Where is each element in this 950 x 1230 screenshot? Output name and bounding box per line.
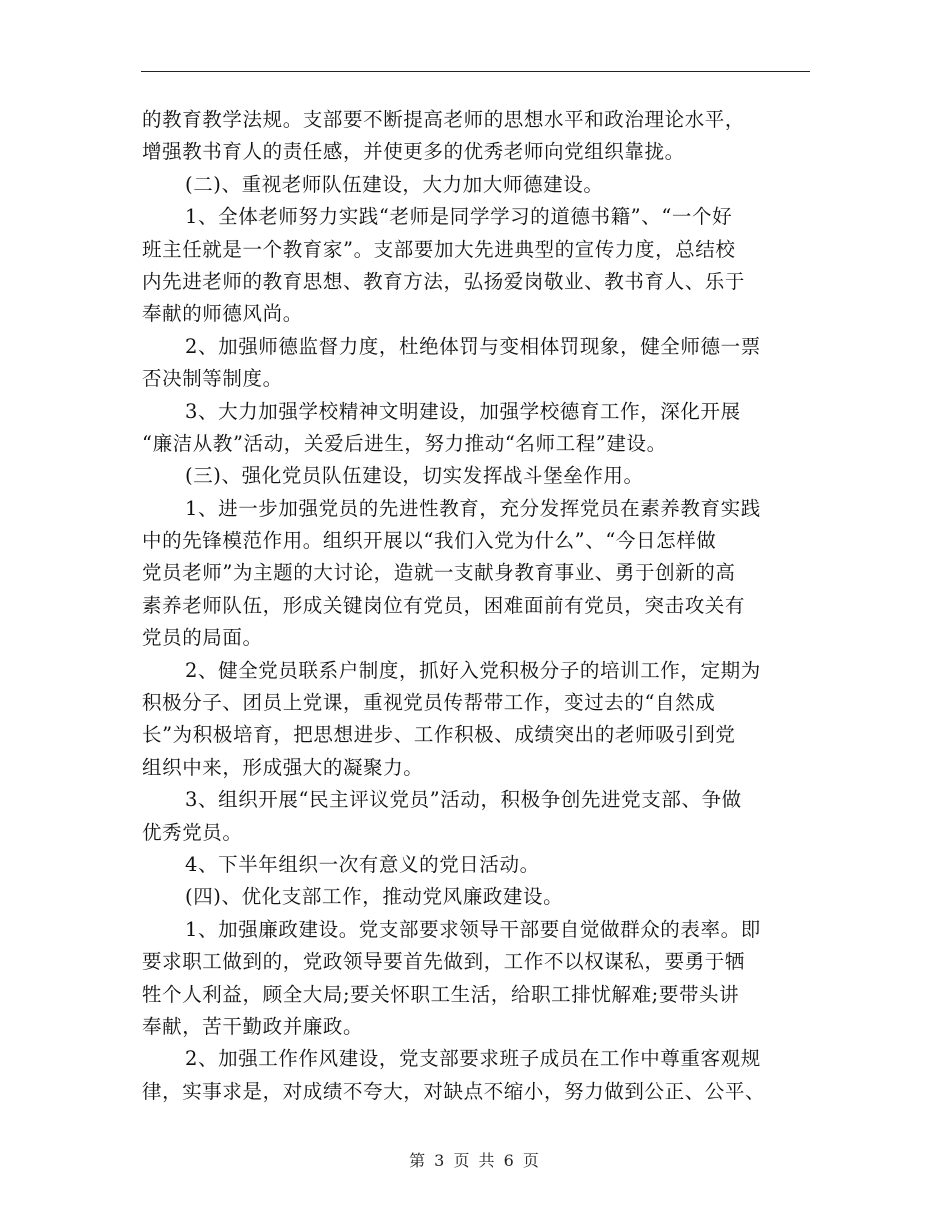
- text-line: 4、下半年组织一次有意义的党日活动。: [185, 852, 540, 876]
- text-line: 要求职工做到的，党政领导要首先做到，工作不以权谋私，要勇于牺: [142, 950, 746, 974]
- text-line: 3、大力加强学校精神文明建设，加强学校德育工作，深化开展: [185, 399, 741, 423]
- text-line: 素养老师队伍，形成关键岗位有党员，困难面前有党员，突击攻关有: [142, 593, 746, 617]
- text-line: 奉献，苦干勤政并廉政。: [142, 1014, 364, 1038]
- text-line: (二)、重视老师队伍建设，大力加大师德建设。: [185, 172, 604, 196]
- text-line: 增强教书育人的责任感，并使更多的优秀老师向党组织靠拢。: [142, 140, 685, 164]
- text-line: 党员老师”为主题的大讨论，造就一支献身教育事业、勇于创新的高: [142, 561, 736, 585]
- page-footer: 第 3 页 共 6 页: [409, 1151, 541, 1170]
- text-line: 3、组织开展“民主评议党员”活动，积极争创先进党支部、争做: [185, 788, 742, 812]
- text-line: 组织中来，形成强大的凝聚力。: [142, 755, 424, 779]
- header-rule: [141, 71, 810, 72]
- text-line: 中的先锋模范作用。组织开展以“我们入党为什么”、“今日怎样做: [142, 529, 717, 553]
- text-line: “廉洁从教”活动，关爱后进生，努力推动“名师工程”建设。: [142, 431, 667, 455]
- text-line: 党员的局面。: [142, 626, 263, 650]
- text-line: 否决制等制度。: [142, 367, 283, 391]
- text-line: (四)、优化支部工作，推动党风廉政建设。: [185, 885, 564, 909]
- body-text: [142, 104, 808, 1108]
- text-line: 奉献的师德风尚。: [142, 302, 303, 326]
- text-line: 的教育教学法规。支部要不断提高老师的思想水平和政治理论水平，: [142, 108, 746, 131]
- text-line: 2、健全党员联系户制度，抓好入党积极分子的培训工作，定期为: [185, 658, 761, 682]
- text-line: 内先进老师的教育思想、教育方法，弘扬爱岗敬业、教书育人、乐于: [142, 269, 746, 293]
- text-line: 积极分子、团员上党课，重视党员传帮带工作，变过去的“自然成: [142, 691, 716, 715]
- text-line: 长”为积极培育，把思想进步、工作积极、成绩突出的老师吸引到党: [142, 723, 736, 747]
- text-line: 2、加强师德监督力度，杜绝体罚与变相体罚现象，健全师德一票: [185, 334, 761, 358]
- text-line: 班主任就是一个教育家”。支部要加大先进典型的宣传力度，总结校: [142, 237, 736, 261]
- text-line: 律，实事求是，对成绩不夸大，对缺点不缩小，努力做到公正、公平、: [142, 1079, 766, 1103]
- text-line: 1、进一步加强党员的先进性教育，充分发挥党员在素养教育实践: [185, 496, 761, 520]
- text-line: 优秀党员。: [142, 820, 243, 844]
- text-line: 2、加强工作作风建设，党支部要求班子成员在工作中尊重客观规: [185, 1047, 761, 1071]
- text-line: 1、全体老师努力实践“老师是同学学习的道德书籍”、“一个好: [185, 205, 733, 229]
- text-line: 1、加强廉政建设。党支部要求领导干部要自觉做群众的表率。即: [185, 917, 761, 941]
- text-line: 牲个人利益，顾全大局;要关怀职工生活，给职工排忧解难;要带头讲: [142, 982, 740, 1006]
- text-line: (三)、强化党员队伍建设，切实发挥战斗堡垒作用。: [185, 464, 644, 488]
